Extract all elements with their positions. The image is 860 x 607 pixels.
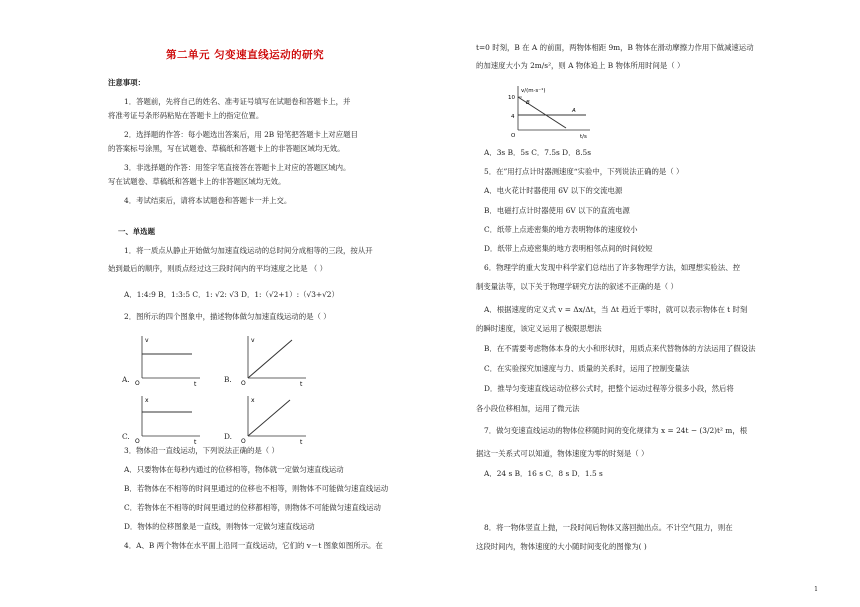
question-line: 制变量法等，以下关于物理学研究方法的叙述不正确的是（ ）: [476, 282, 678, 291]
svg-text:O: O: [135, 438, 140, 445]
graph-label: D.: [224, 432, 233, 441]
answer-line: B．在不需要考虑物体本身的大小和形状时，用质点来代替物体的方法运用了假设法: [484, 344, 756, 353]
notice-heading: 注意事项：: [108, 78, 145, 87]
notice-line: 2．选择题的作答：每小题选出答案后，用 2B 铅笔把答题卡上对应题目: [124, 130, 358, 139]
page-number: 1: [814, 586, 818, 593]
graph-option-c: [108, 392, 208, 450]
answer-line: A．只要物体在每秒内通过的位移相等，物体就一定做匀速直线运动: [124, 465, 344, 474]
svg-text:t: t: [194, 439, 197, 446]
answer-options: A．24 s B．16 s C．8 s D．1.5 s: [484, 469, 603, 478]
answer-line: D．纸带上点迹密集的地方表明相邻点间的时间较短: [484, 244, 653, 253]
question-line: 2．图所示的四个图象中，描述物体做匀加速直线运动的是（ ）: [124, 312, 331, 321]
svg-text:x: x: [251, 397, 255, 404]
answer-line: 的瞬时速度，该定义运用了极限思想法: [476, 324, 602, 333]
v-t-graph-rising: [224, 330, 324, 388]
notice-line: 1．答题前，先将自己的姓名、准考证号填写在试题卷和答题卡上，并: [124, 97, 351, 106]
svg-text:t: t: [300, 439, 303, 446]
svg-text:v: v: [251, 337, 255, 344]
graph-label: B.: [224, 375, 232, 384]
answer-options: A．3s B．5s C．7.5s D．8.5s: [484, 148, 592, 157]
question-line: 4．A、B 两个物体在水平面上沿同一直线运动，它们的 v－t 图象如图所示。在: [124, 541, 383, 550]
svg-text:O: O: [241, 438, 246, 445]
graph-option-d: [224, 392, 324, 450]
question-line: 始到最后的顺序，则质点经过这三段时间内的平均速度之比是 （ ）: [108, 264, 328, 273]
graph-label: A.: [122, 375, 130, 384]
notice-line: 4．考试结束后，请将本试题卷和答题卡一并上交。: [124, 196, 292, 205]
svg-text:B: B: [526, 100, 530, 106]
svg-text:O: O: [241, 380, 246, 387]
question-line: 据这一关系式可以知道，物体速度为零的时刻是（ ）: [476, 449, 649, 458]
answer-line: C．在实验探究加速度与力、质量的关系时，运用了控制变量法: [484, 364, 690, 373]
v-t-graph-constant: [108, 330, 208, 388]
question-line: 3．物体沿一直线运动，下列说法正确的是（ ）: [124, 446, 279, 455]
answer-line: C．纸带上点迹密集的地方表明物体的速度较小: [484, 225, 638, 234]
notice-line: 写在试题卷、草稿纸和答题卡上的非答题区域均无效。: [108, 177, 286, 186]
question-line: t=0 时刻，B 在 A 的前面，两物体相距 9m，B 物体在滑动摩擦力作用下做减速运动: [476, 43, 754, 52]
answer-line: D．物体的位移图象是一直线，则物体一定做匀速直线运动: [124, 522, 315, 531]
question-line: 这段时间内，物体速度的大小随时间变化的图像为( ): [476, 542, 647, 551]
v-t-graph-ab-drawing: [506, 82, 596, 140]
svg-text:O: O: [511, 133, 516, 139]
svg-text:x: x: [145, 397, 149, 404]
section-label: 一、单选题: [118, 227, 155, 236]
v-t-graph-ab: [506, 82, 596, 140]
answer-line: B．若物体在不相等的时间里通过的位移也不相等，则物体不可能做匀速直线运动: [124, 484, 389, 493]
notice-line: 的答案标号涂黑，写在试题卷、草稿纸和答题卡上的非答题区域均无效。: [108, 144, 345, 153]
graph-option-a: [108, 330, 208, 388]
svg-text:t: t: [300, 381, 303, 388]
answer-options: A．1:4:9 B．1:3:5 C．1: √2: √3 D．1:（√2+1）:（√3+√2）: [124, 290, 339, 299]
notice-line: 3．非选择题的作答：用签字笔直接答在答题卡上对应的答题区域内。: [124, 163, 351, 172]
question-line: 1．将一质点从静止开始做匀加速直线运动的总时间分成相等的三段，按从开: [124, 246, 373, 255]
answer-line: 各小段位移相加，运用了微元法: [476, 404, 580, 413]
question-line: 的加速度大小为 2m/s²，则 A 物体追上 B 物体所用时间是（ ）: [476, 61, 685, 70]
svg-text:10: 10: [508, 95, 515, 101]
svg-text:t/s: t/s: [580, 134, 587, 140]
question-line: 8．将一物体竖直上抛，一段时间后物体又落回抛出点。不计空气阻力，则在: [484, 523, 733, 532]
page-title: 第二单元 匀变速直线运动的研究: [166, 49, 325, 61]
notice-line: 将准考证号条形码粘贴在答题卡上的指定位置。: [108, 111, 264, 120]
svg-text:4: 4: [511, 114, 515, 120]
svg-text:O: O: [135, 380, 140, 387]
graph-label: C.: [122, 432, 130, 441]
answer-line: D．推导匀变速直线运动位移公式时，把整个运动过程等分很多小段，然后将: [484, 384, 734, 393]
answer-line: B．电磁打点计时器使用 6V 以下的直流电源: [484, 206, 630, 215]
answer-line: A．电火花计时器使用 6V 以下的交流电源: [484, 186, 623, 195]
svg-text:t: t: [194, 381, 197, 388]
svg-text:v/(m·s⁻¹): v/(m·s⁻¹): [521, 88, 546, 94]
graph-option-b: [224, 330, 324, 388]
question-line: 7．做匀变速直线运动的物体位移随时间的变化规律为 x = 24t − (3/2)t² m，根: [484, 426, 748, 435]
x-t-graph-constant: [108, 392, 208, 450]
svg-text:A: A: [572, 108, 576, 114]
answer-line: C．若物体在不相等的时间里通过的位移都相等，则物体不可能做匀速直线运动: [124, 503, 381, 512]
question-line: 5．在”用打点计时器测速度“实验中，下列说法正确的是（ ）: [484, 167, 684, 176]
x-t-graph-rising: [224, 392, 324, 450]
question-line: 6．物理学的重大发现中科学家们总结出了许多物理学方法，如理想实验法、控: [484, 263, 740, 272]
svg-text:v: v: [145, 337, 149, 344]
answer-line: A．根据速度的定义式 v = Δx/Δt，当 Δt 趋近于零时，就可以表示物体在 t 时刻: [484, 305, 748, 314]
